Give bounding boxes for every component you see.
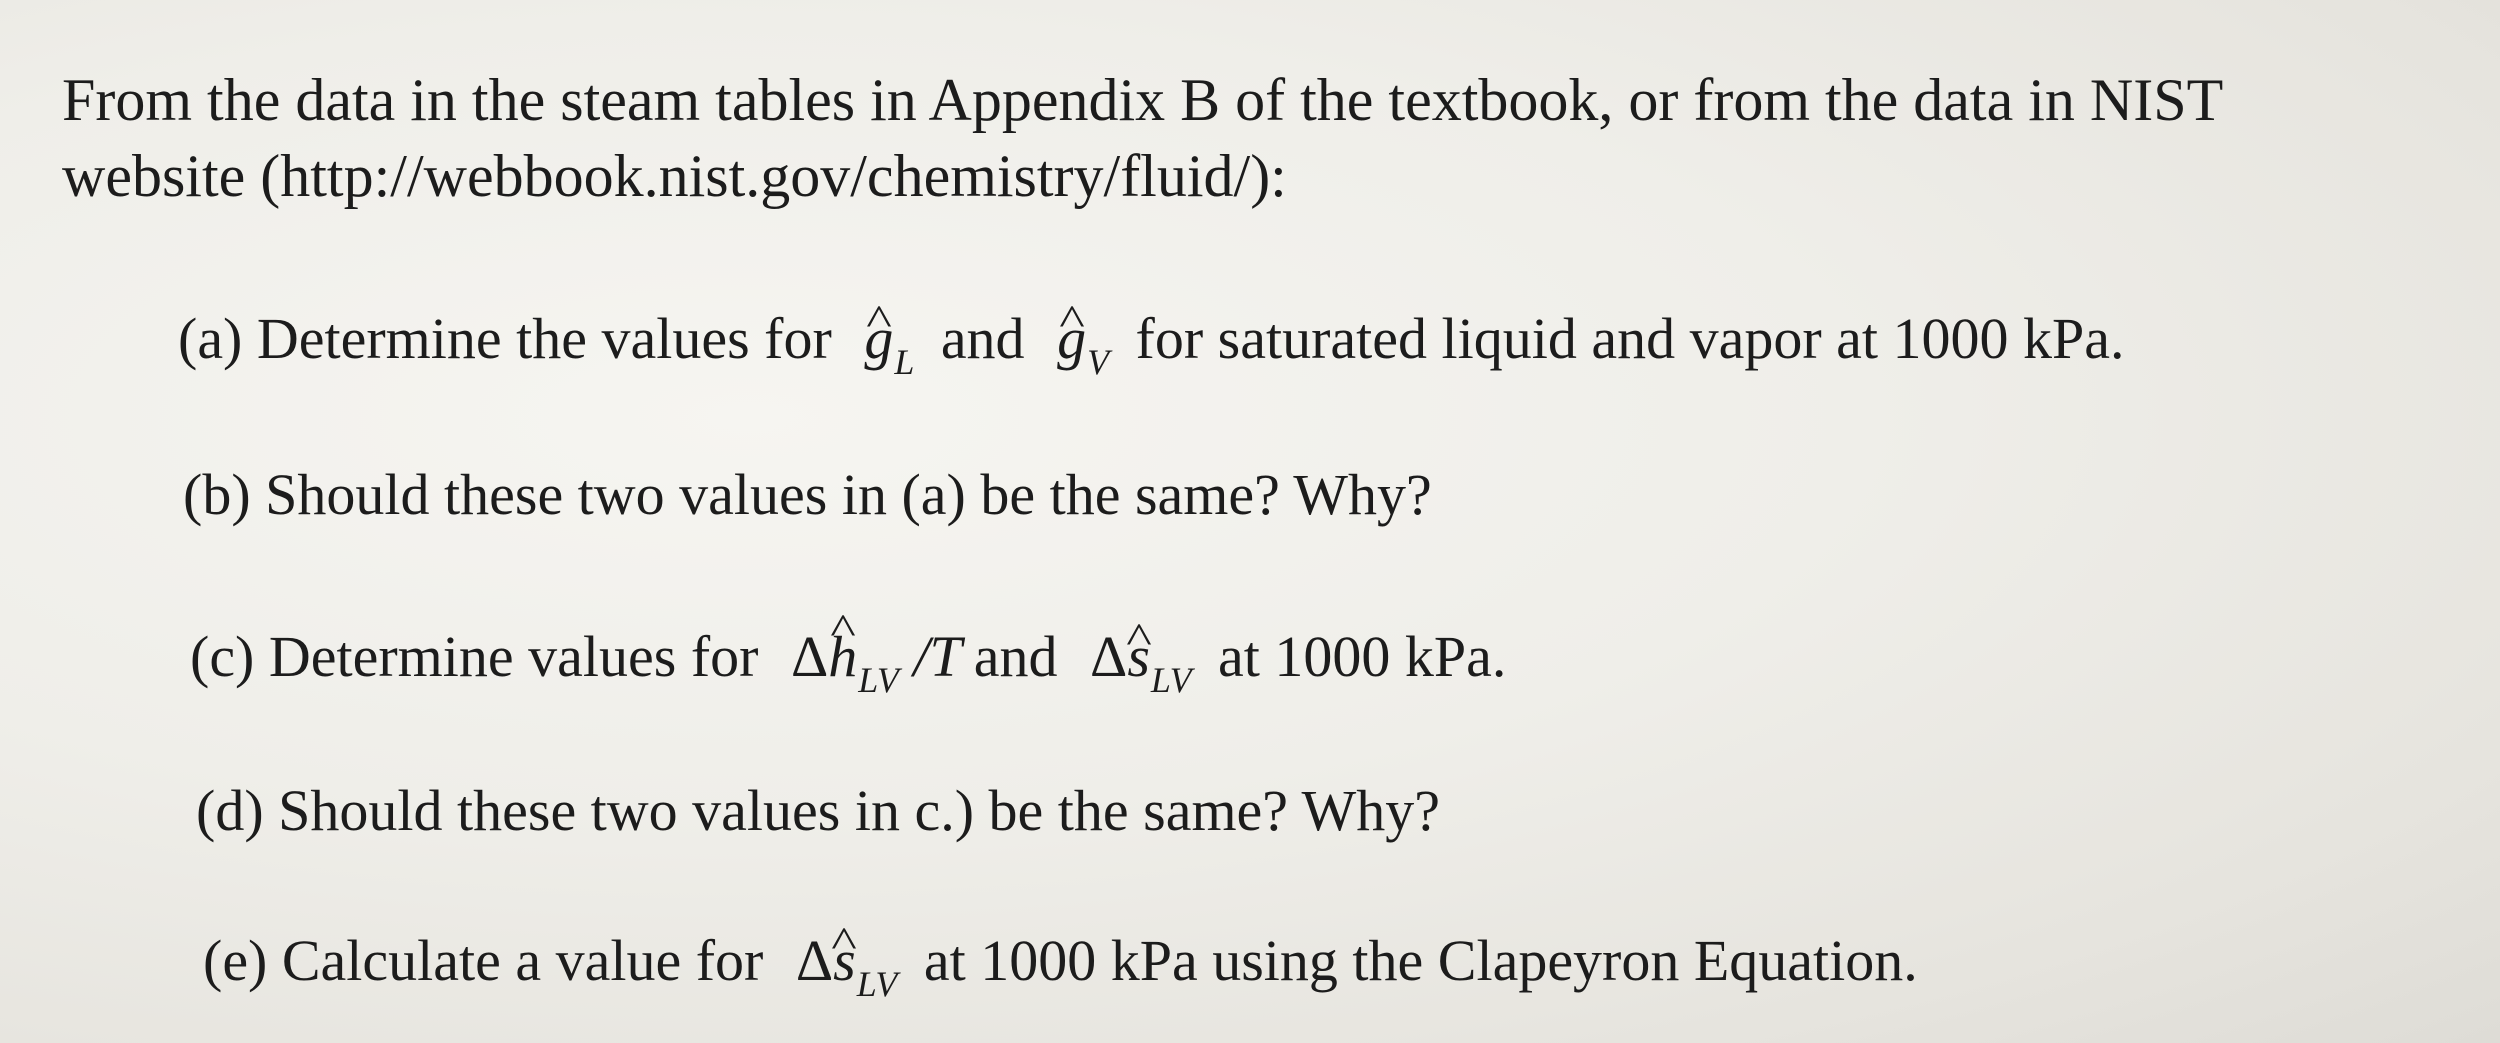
h-hat-base: ^ h (828, 622, 857, 692)
s-hat-subscript-c: LV (1150, 660, 1192, 701)
h-hat-subscript: LV (858, 660, 899, 701)
question-e-label: (e) (203, 928, 268, 993)
question-a (178, 304, 2125, 383)
question-b-text: Should these two values in (a) be the same? Why? (265, 462, 1432, 527)
question-e (203, 926, 1918, 1005)
delta-s-delta-c: Δ (1090, 624, 1128, 689)
g-hat-L-symbol (864, 304, 915, 383)
question-c (190, 622, 1507, 701)
question-a-text-before: Determine the values for (256, 306, 832, 371)
intro-line-2: website (http://webbook.nist.gov/chemistry/fluid/): (62, 143, 1287, 209)
s-hat-base-e: ^ s (833, 926, 856, 996)
delta-s-hat-LV-symbol-c (1090, 622, 1192, 701)
question-c-text-mid: and (973, 624, 1058, 689)
question-d-text: Should these two values in c.) be the same? Why? (278, 778, 1440, 843)
g-hat-L-base: ^ g (864, 304, 893, 374)
g-hat-V-base: ^ g (1057, 304, 1086, 374)
delta-h-hat-LV-over-T-symbol (790, 622, 962, 701)
delta-h-delta: Δ (790, 624, 829, 689)
question-a-text-mid: and (940, 306, 1025, 371)
question-c-text-before: Determine values for (268, 624, 759, 689)
intro-paragraph (62, 62, 2462, 214)
question-e-text-before: Calculate a value for (281, 928, 764, 993)
question-a-text-after: for saturated liquid and vapor at 1000 kPa. (1135, 306, 2125, 371)
question-b (183, 460, 1432, 530)
question-a-label: (a) (178, 306, 243, 371)
g-hat-V-symbol (1057, 304, 1110, 383)
s-hat-subscript-e: LV (856, 964, 898, 1005)
question-d-label: (d) (196, 778, 264, 843)
question-d (196, 776, 1440, 846)
delta-s-delta-e: Δ (795, 928, 834, 993)
question-c-label: (c) (190, 624, 255, 689)
g-hat-V-subscript: V (1087, 342, 1110, 383)
intro-line-1: From the data in the steam tables in Appendix B of the textbook, or from the data in NIST (62, 67, 2224, 133)
s-hat-base-c: ^ s (1127, 622, 1150, 692)
g-hat-L-subscript: L (894, 342, 915, 383)
question-b-label: (b) (183, 462, 251, 527)
divide-by-T: /T (913, 624, 962, 689)
delta-s-hat-LV-symbol-e (795, 926, 898, 1005)
question-e-text-after: at 1000 kPa using the Clapeyron Equation. (923, 928, 1918, 993)
question-c-text-after: at 1000 kPa. (1218, 624, 1507, 689)
